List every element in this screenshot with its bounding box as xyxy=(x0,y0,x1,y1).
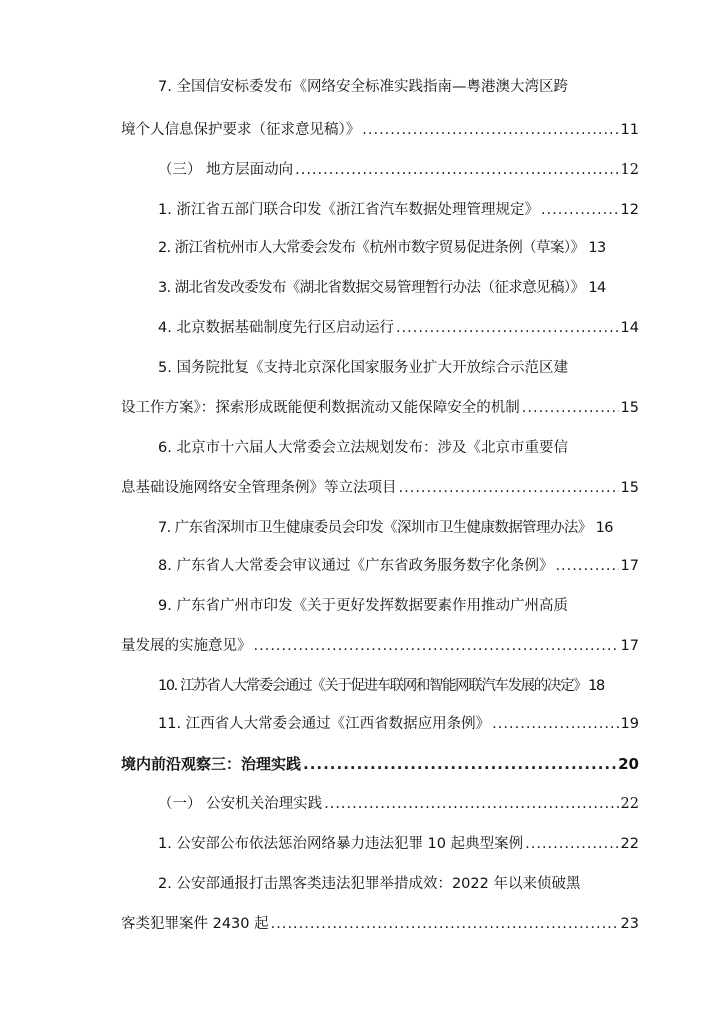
toc-entry-title: 2. 浙江省杭州市人大常委会发布《杭州市数字贸易促进条例（草案）》 xyxy=(158,240,585,256)
page-number: 18 xyxy=(588,678,604,694)
page-number: 15 xyxy=(620,480,639,496)
dot-leader xyxy=(271,914,619,934)
page-number: 16 xyxy=(595,520,613,536)
page-number: 12 xyxy=(620,162,639,178)
toc-entry[interactable] xyxy=(121,914,639,934)
toc-entry-title: 设工作方案》：探索形成既能便利数据流动又能保障安全的机制 xyxy=(121,400,520,416)
toc-section-title: （一） 公安机关治理实践 xyxy=(158,796,323,812)
toc-entry[interactable] xyxy=(158,200,639,220)
toc-entry-title: 量发展的实施意见》 xyxy=(121,638,252,654)
dot-leader xyxy=(399,478,619,498)
toc-entry-title: 8. 广东省人大常委会审议通过《广东省政务服务数字化条例》 xyxy=(158,558,554,574)
toc-entry-title: 10. 江苏省人大常委会通过《关于促进车联网和智能网联汽车发展的决定》 xyxy=(158,678,587,694)
dot-leader xyxy=(295,160,618,180)
dot-leader xyxy=(525,834,618,854)
page-number: 19 xyxy=(620,716,639,732)
page-number: 14 xyxy=(620,320,639,336)
page-number: 15 xyxy=(620,400,639,416)
page-number: 23 xyxy=(620,916,639,932)
toc-part-title: 境内前沿观察三：治理实践 xyxy=(121,755,302,773)
dot-leader xyxy=(396,318,619,338)
dot-leader xyxy=(555,556,618,576)
toc-entry-title: 11. 江西省人大常委会通过《江西省数据应用条例》 xyxy=(158,716,491,732)
page-number: 11 xyxy=(620,122,639,138)
page-number: 13 xyxy=(588,240,606,256)
toc-entry-line[interactable]: 5. 国务院批复《支持北京深化国家服务业扩大开放综合示范区建 xyxy=(158,360,568,376)
toc-entry[interactable] xyxy=(158,318,639,338)
toc-entry-title: 1. 浙江省五部门联合印发《浙江省汽车数据处理管理规定》 xyxy=(158,202,539,218)
toc-entry-title: 境个人信息保护要求（征求意见稿）》 xyxy=(121,122,361,138)
page-number: 14 xyxy=(588,280,606,296)
dot-leader xyxy=(522,398,619,418)
page-number: 17 xyxy=(620,558,639,574)
toc-entry-line[interactable]: 7. 全国信安标委发布《网络安全标准实践指南—粤港澳大湾区跨 xyxy=(158,79,568,95)
toc-entry-title: 4. 北京数据基础制度先行区启动运行 xyxy=(158,320,394,336)
toc-entry[interactable] xyxy=(121,398,639,418)
toc-entry-line[interactable]: 9. 广东省广州市印发《关于更好发挥数据要素作用推动广州高质 xyxy=(158,598,568,614)
toc-section[interactable] xyxy=(158,160,639,180)
dot-leader xyxy=(541,200,619,220)
toc-entry[interactable] xyxy=(158,278,639,298)
toc-entry[interactable] xyxy=(121,478,639,498)
toc-entry[interactable] xyxy=(158,714,639,734)
page-number: 22 xyxy=(620,796,639,812)
dot-leader xyxy=(254,636,619,656)
toc-entry[interactable] xyxy=(121,636,639,656)
dot-leader xyxy=(303,754,616,774)
toc-entry[interactable] xyxy=(121,120,639,140)
dot-leader xyxy=(324,794,618,814)
page-number: 20 xyxy=(618,755,639,773)
toc-entry-title: 7. 广东省深圳市卫生健康委员会印发《深圳市卫生健康数据管理办法》 xyxy=(158,520,592,536)
toc-entry[interactable] xyxy=(158,238,639,258)
dot-leader xyxy=(492,714,618,734)
toc-entry-title: 息基础设施网络安全管理条例》等立法项目 xyxy=(121,480,397,496)
toc-entry-title: 3. 湖北省发改委发布《湖北省数据交易管理暂行办法（征求意见稿）》 xyxy=(158,280,585,296)
toc-part-heading[interactable] xyxy=(121,754,639,774)
toc-entry[interactable] xyxy=(158,556,639,576)
dot-leader xyxy=(362,120,618,140)
toc-entry-line[interactable]: 6. 北京市十六届人大常委会立法规划发布：涉及《北京市重要信 xyxy=(158,440,568,456)
toc-section[interactable] xyxy=(158,794,639,814)
page-number: 22 xyxy=(620,836,639,852)
page-number: 17 xyxy=(620,638,639,654)
toc-entry-title: 1. 公安部公布依法惩治网络暴力违法犯罪 10 起典型案例 xyxy=(158,836,524,852)
toc-entry-line[interactable]: 2. 公安部通报打击黑客类违法犯罪举措成效：2022 年以来侦破黑 xyxy=(158,876,581,892)
toc-entry[interactable] xyxy=(158,518,639,538)
toc-entry-title: 客类犯罪案件 2430 起 xyxy=(121,916,269,932)
toc-section-title: （三） 地方层面动向 xyxy=(158,162,294,178)
toc-entry[interactable] xyxy=(158,834,639,854)
page-number: 12 xyxy=(620,202,639,218)
toc-entry[interactable] xyxy=(158,676,639,696)
